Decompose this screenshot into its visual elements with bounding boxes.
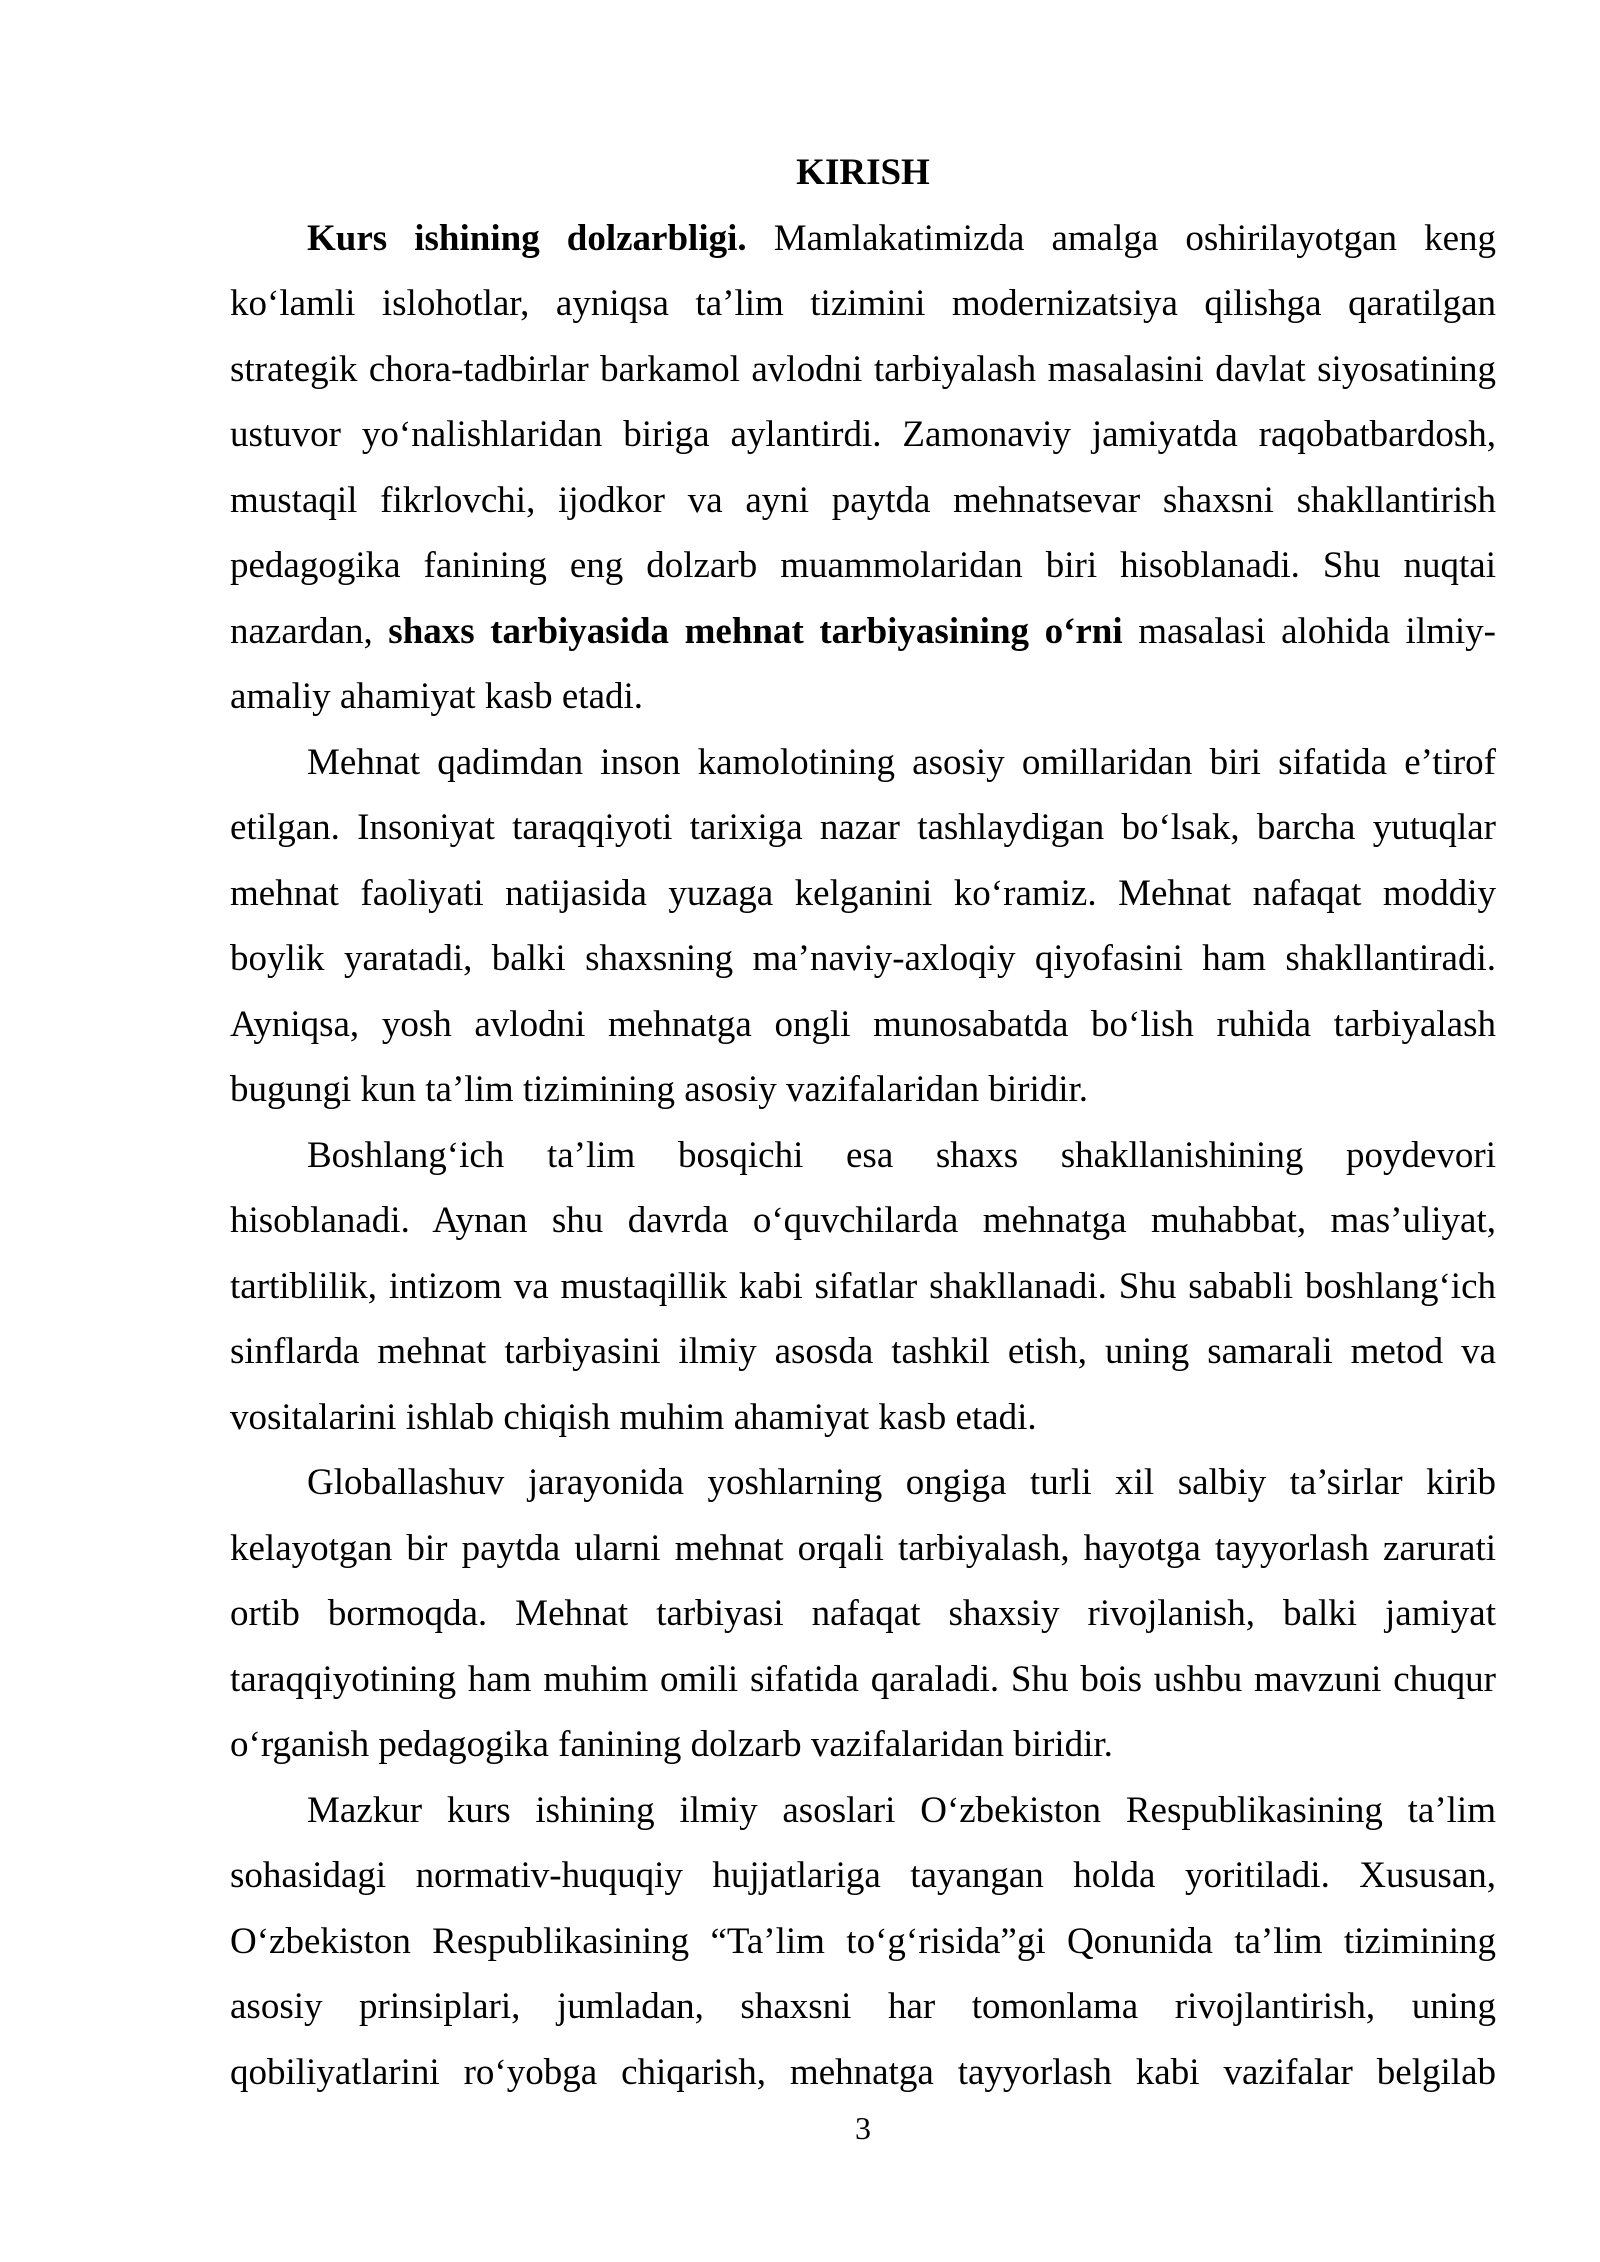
page-number: 3 bbox=[855, 2110, 871, 2146]
text-run: Mazkur kurs ishining ilmiy asoslari O‘zbekiston Respublikasining ta’lim bbox=[307, 1789, 1496, 1831]
text-run: Globallashuv jarayonida yoshlarning ongiga turli xil salbiy ta’sirlar kirib bbox=[307, 1462, 1496, 1503]
text-line bbox=[230, 1974, 1496, 2040]
paragraph bbox=[230, 1778, 1496, 2106]
text-line bbox=[230, 1581, 1496, 1647]
text-line bbox=[230, 664, 1496, 730]
text-run: strategik chora-tadbirlar barkamol avlodni tarbiyalash masalasini davlat siyosatining bbox=[230, 348, 1496, 390]
text-run: vositalarini ishlab chiqish muhim ahamiyat kasb etadi. bbox=[230, 1396, 1037, 1438]
text-line bbox=[230, 730, 1496, 796]
text-line bbox=[230, 1057, 1496, 1123]
text-run: pedagogika fanining eng dolzarb muammolaridan biri hisoblanadi. Shu nuqtai bbox=[230, 545, 1496, 586]
paragraph bbox=[230, 206, 1496, 730]
text-run: kelayotgan bir paytda ularni mehnat orqali tarbiyalash, hayotga tayyorlash zarurati bbox=[230, 1527, 1496, 1569]
text-run: bugungi kun ta’lim tizimining asosiy vazifalaridan biridir. bbox=[230, 1069, 1089, 1110]
text-run: o‘rganish pedagogika fanining dolzarb vazifalaridan biridir. bbox=[230, 1724, 1113, 1765]
paragraph bbox=[230, 730, 1496, 1123]
text-run: asosiy prinsiplari, jumladan, shaxsni har tomonlama rivojlantirish, uning bbox=[230, 1986, 1496, 2027]
text-run: amaliy ahamiyat kasb etadi. bbox=[230, 676, 644, 717]
text-run: Mehnat qadimdan inson kamolotining asosiy omillaridan biri sifatida e’tirof bbox=[307, 741, 1496, 783]
bold-text: shaxs tarbiyasida mehnat tarbiyasining o‘rni bbox=[388, 610, 1123, 652]
text-line bbox=[230, 861, 1496, 927]
text-run: O‘zbekiston Respublikasining “Ta’lim to‘g‘risida”gi Qonunida ta’lim tizimining bbox=[230, 1920, 1496, 1962]
text-line bbox=[230, 1647, 1496, 1713]
text-line bbox=[230, 402, 1496, 468]
text-run: Boshlang‘ich ta’lim bosqichi esa shaxs shakllanishining poydevori bbox=[307, 1134, 1496, 1176]
text-line bbox=[230, 271, 1496, 337]
text-line bbox=[230, 1778, 1496, 1844]
document-page-content bbox=[230, 140, 1496, 2105]
text-run: sohasidagi normativ-huquqiy hujjatlariga tayangan holda yoritiladi. Xususan, bbox=[230, 1855, 1496, 1896]
document-body bbox=[230, 206, 1496, 2106]
text-run: sinflarda mehnat tarbiyasini ilmiy asosda tashkil etish, uning samarali metod va bbox=[230, 1331, 1496, 1372]
text-run: taraqqiyotining ham muhim omili sifatida qaraladi. Shu bois ushbu mavzuni chuqur bbox=[230, 1658, 1496, 1700]
text-line bbox=[230, 1712, 1496, 1778]
text-line bbox=[230, 795, 1496, 861]
text-line bbox=[230, 206, 1496, 272]
bold-text: Kurs ishining dolzarbligi. bbox=[307, 217, 747, 259]
text-line bbox=[230, 599, 1496, 665]
text-line bbox=[230, 1385, 1496, 1451]
text-run: tartiblilik, intizom va mustaqillik kabi sifatlar shakllanadi. Shu sababli boshlang‘ich bbox=[230, 1265, 1496, 1307]
paragraph bbox=[230, 1123, 1496, 1451]
text-run: Ayniqsa, yosh avlodni mehnatga ongli munosabatda bo‘lish ruhida tarbiyalash bbox=[230, 1003, 1496, 1045]
text-run: boylik yaratadi, balki shaxsning ma’naviy-axloqiy qiyofasini ham shakllantiradi. bbox=[230, 938, 1496, 979]
text-line bbox=[230, 1123, 1496, 1189]
text-line bbox=[230, 1450, 1496, 1516]
text-run: hisoblanadi. Aynan shu davrda o‘quvchilarda mehnatga muhabbat, mas’uliyat, bbox=[230, 1200, 1496, 1241]
paragraph bbox=[230, 1450, 1496, 1778]
text-run: ko‘lamli islohotlar, ayniqsa ta’lim tizimini modernizatsiya qilishga qaratilgan bbox=[230, 283, 1496, 324]
text-line bbox=[230, 1516, 1496, 1582]
text-line bbox=[230, 1843, 1496, 1909]
text-line bbox=[230, 1188, 1496, 1254]
text-line bbox=[230, 533, 1496, 599]
text-line bbox=[230, 337, 1496, 403]
text-run: nazardan, bbox=[230, 610, 389, 652]
text-run: ustuvor yo‘nalishlaridan biriga aylantirdi. Zamonaviy jamiyatda raqobatbardosh, bbox=[230, 414, 1496, 455]
text-line bbox=[230, 468, 1496, 534]
text-line bbox=[230, 992, 1496, 1058]
text-run: ortib bormoqda. Mehnat tarbiyasi nafaqat shaxsiy rivojlanish, balki jamiyat bbox=[230, 1593, 1496, 1634]
text-run: mustaqil fikrlovchi, ijodkor va ayni paytda mehnatsevar shaxsni shakllantirish bbox=[230, 479, 1496, 521]
text-run: masalasi alohida ilmiy- bbox=[1122, 610, 1496, 652]
text-line bbox=[230, 1909, 1496, 1975]
text-run: qobiliyatlarini ro‘yobga chiqarish, mehnatga tayyorlash kabi vazifalar belgilab bbox=[230, 2051, 1496, 2093]
text-run: etilgan. Insoniyat taraqqiyoti tarixiga nazar tashlaydigan bo‘lsak, barcha yutuqlar bbox=[230, 807, 1496, 848]
text-line bbox=[230, 1254, 1496, 1320]
text-line bbox=[230, 926, 1496, 992]
text-line bbox=[230, 1319, 1496, 1385]
text-run: mehnat faoliyati natijasida yuzaga kelganini ko‘ramiz. Mehnat nafaqat moddiy bbox=[230, 872, 1496, 914]
page-title: KIRISH bbox=[796, 152, 930, 193]
text-run: Mamlakatimizda amalga oshirilayotgan keng bbox=[746, 217, 1496, 259]
text-line bbox=[230, 2040, 1496, 2106]
